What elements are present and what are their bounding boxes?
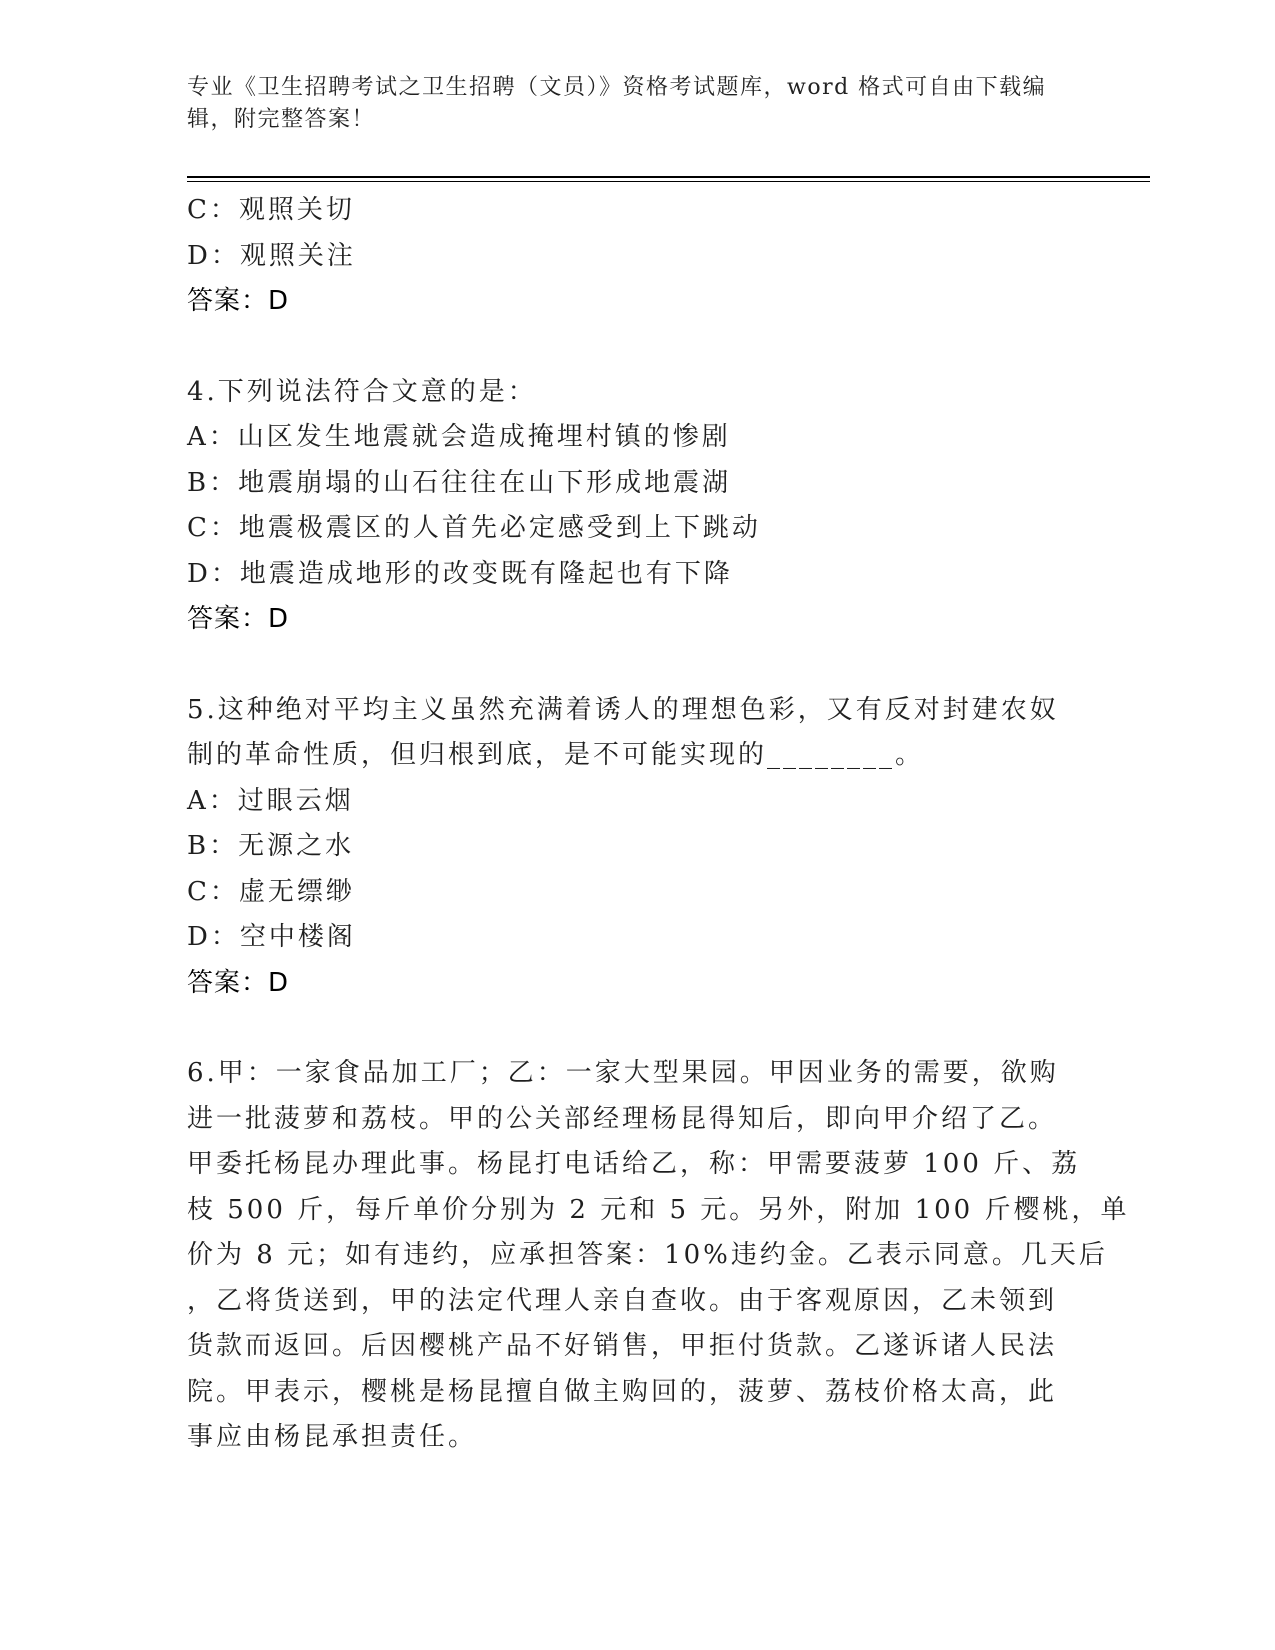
answer-line: 答案：D [187, 286, 290, 316]
option-c: C：虚无缥缈 [187, 876, 355, 907]
question-text-line: 院。甲表示，樱桃是杨昆擅自做主购回的，菠萝、荔枝价格太高，此 [187, 1376, 1058, 1407]
option-b: B：无源之水 [187, 831, 355, 861]
question-text-line: 事应由杨昆承担责任。 [187, 1422, 478, 1452]
question-content [187, 188, 1130, 1461]
question-text-line: 货款而返回。后因樱桃产品不好销售，甲拒付货款。乙遂诉诸人民法 [187, 1331, 1058, 1361]
question-5 [187, 688, 1067, 1007]
header-rule-thick [187, 176, 1150, 178]
question-text-line: 进一批菠萝和荔枝。甲的公关部经理杨昆得知后，即向甲介绍了乙。 [187, 1103, 1058, 1134]
option-a: A：山区发生地震就会造成掩埋村镇的惨剧 [187, 422, 731, 452]
spacer [187, 1006, 1067, 1051]
option-b: B：地震崩塌的山石往往在山下形成地震湖 [187, 467, 732, 498]
option-a: A：过眼云烟 [187, 785, 354, 816]
question-text-line: 甲委托杨昆办理此事。杨昆打电话给乙，称：甲需要菠萝 100 斤、荔 [187, 1149, 1081, 1179]
answer-line: 答案：D [187, 604, 290, 634]
question-text-line: 6.甲：一家食品加工厂；乙：一家大型果园。甲因业务的需要，欲购 [187, 1058, 1059, 1088]
question-3-tail [187, 188, 1067, 325]
question-text-line: ，乙将货送到，甲的法定代理人亲自查收。由于客观原因，乙未领到 [187, 1285, 1058, 1316]
spacer [187, 643, 1067, 688]
question-text-line: 价为 8 元；如有违约，应承担答案：10%违约金。乙表示同意。几天后 [187, 1240, 1108, 1270]
option-d: D：地震造成地形的改变既有隆起也有下降 [187, 558, 733, 589]
question-4 [187, 370, 1067, 643]
question-6 [187, 1051, 1130, 1461]
question-stem-line-1: 5.这种绝对平均主义虽然充满着诱人的理想色彩，又有反对封建农奴 [187, 694, 1059, 725]
question-text-line: 枝 500 斤，每斤单价分别为 2 元和 5 元。另外，附加 100 斤樱桃，单 [187, 1194, 1130, 1225]
header-rule-thin [187, 181, 1150, 182]
spacer [187, 325, 1067, 370]
page-header: 专业《卫生招聘考试之卫生招聘（文员）》资格考试题库，word 格式可自由下载编辑，附完整答案！ [187, 75, 1047, 132]
answer-line: 答案：D [187, 967, 290, 998]
option-c: C：观照关切 [187, 195, 355, 225]
question-stem-line-2: 制的革命性质，但归根到底，是不可能实现的________。 [187, 740, 925, 770]
option-d: D：空中楼阁 [187, 922, 356, 952]
option-d: D：观照关注 [187, 240, 356, 271]
option-c: C：地震极震区的人首先必定感受到上下跳动 [187, 513, 761, 543]
question-stem: 4.下列说法符合文意的是： [187, 376, 537, 407]
